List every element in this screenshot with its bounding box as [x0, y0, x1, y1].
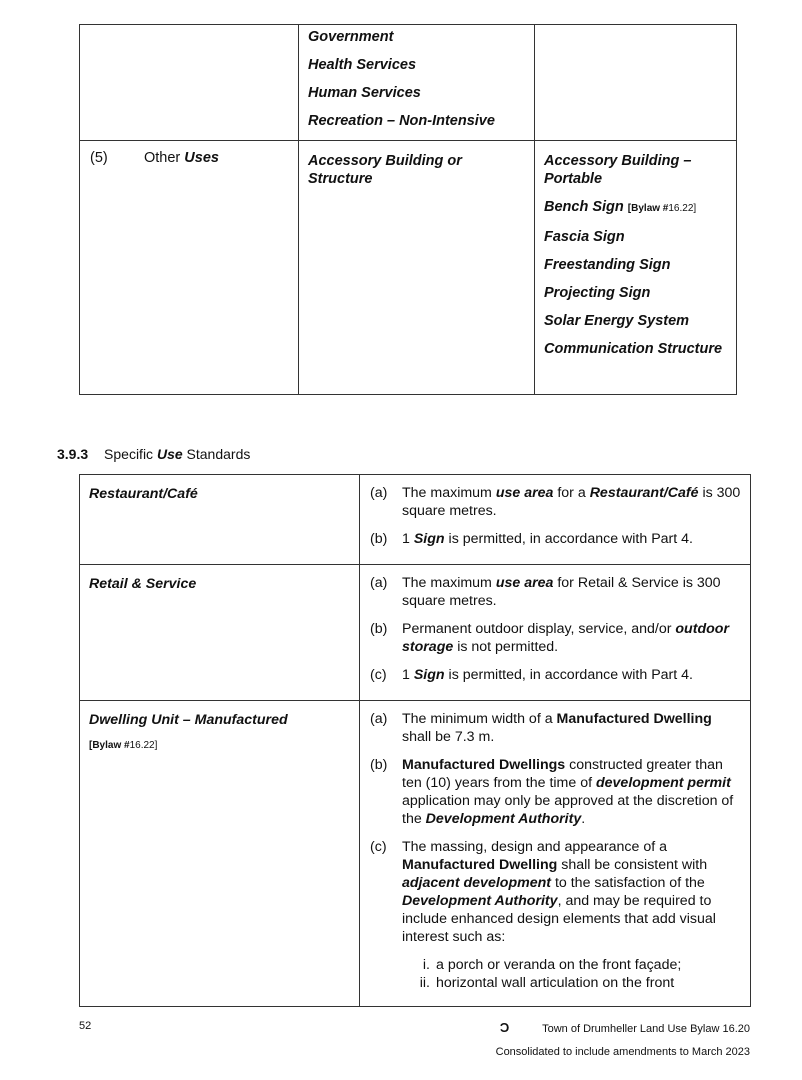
clause-part: use area [495, 485, 554, 501]
table-cell [80, 701, 360, 1007]
uses-table [79, 24, 737, 395]
table-cell [80, 475, 360, 565]
clause-text [402, 756, 742, 828]
sub-clause-text: horizontal wall articulation on the front [436, 975, 675, 991]
use-list [308, 28, 526, 130]
clause-part: Manufactured Dwelling [402, 857, 558, 873]
clause-label: (b) [370, 757, 388, 773]
section-number: 3.9.3 [57, 446, 89, 462]
section-title-prefix: Specific [104, 446, 154, 462]
table-cell [80, 141, 299, 395]
clause [370, 574, 742, 610]
clause-part: is permitted, in accordance with Part 4. [444, 531, 693, 547]
use-name: Dwelling Unit – Manufactured [89, 712, 288, 728]
clause-label: (b) [370, 621, 388, 637]
clause-part: The minimum width of a [402, 711, 557, 727]
clause-part: Manufactured Dwellings [402, 757, 566, 773]
footer-consolidated: Consolidated to include amendments to March 2023 [495, 1046, 750, 1058]
sub-clause-label: i. [422, 957, 430, 973]
list-item: Accessory Building or Structure [308, 153, 462, 187]
bylaw-note-number: 16.22] [129, 740, 158, 751]
list-item: Projecting Sign [544, 285, 651, 301]
row-label-prefix: Other [144, 150, 181, 166]
bylaw-note-number: 16.22] [668, 203, 697, 214]
list-item: Recreation – Non-Intensive [308, 113, 495, 129]
list-item: Freestanding Sign [544, 257, 671, 273]
clause-text [402, 620, 742, 656]
clause-text [402, 838, 742, 946]
footer-title-line [496, 1020, 750, 1046]
table-row [80, 475, 751, 565]
clause-part: The maximum [402, 575, 496, 591]
table-cell [360, 565, 751, 701]
table-cell [80, 25, 299, 141]
list-item: Human Services [308, 85, 421, 101]
clause-part: The maximum [402, 485, 496, 501]
table-cell [299, 141, 535, 395]
table-cell [535, 25, 737, 141]
clause-label: (a) [370, 575, 388, 591]
clause-part: to the satisfaction of the [551, 875, 705, 891]
bylaw-note-line [89, 735, 351, 755]
bench-sign: Bench Sign [544, 199, 624, 215]
use-name: Restaurant/Café [89, 486, 198, 502]
clause-text [402, 484, 742, 520]
table-row [80, 141, 737, 395]
clause-label: (a) [370, 485, 388, 501]
clause-part: is 300 square metres. [402, 485, 741, 519]
clause-label: (c) [370, 667, 387, 683]
clause-text [402, 530, 742, 548]
clause-part: outdoor storage [402, 621, 729, 655]
clause-text [402, 710, 742, 746]
town-logo-icon: Ͻ [499, 1020, 510, 1035]
sub-clause [388, 974, 742, 992]
standards-table [79, 474, 751, 1007]
clause-part: shall be consistent with [557, 857, 708, 873]
use-list [544, 152, 728, 358]
table-cell [360, 701, 751, 1007]
row-number: (5) [90, 150, 108, 166]
clause-part: The massing, design and appearance of a [402, 839, 668, 855]
clause [370, 620, 742, 656]
clause-label: (b) [370, 531, 388, 547]
clause-part: application may only be approved at the discretion of the [402, 793, 734, 827]
clause-part: 1 [402, 667, 414, 683]
table-cell [360, 475, 751, 565]
clause-part: use area [495, 575, 554, 591]
table-row [80, 25, 737, 141]
clause [370, 484, 742, 520]
clause [370, 838, 742, 946]
clause-part: Development Authority [425, 811, 582, 827]
list-item: Solar Energy System [544, 313, 690, 329]
section-heading [57, 446, 250, 462]
table-row [80, 701, 751, 1007]
row-label-bold: Uses [184, 150, 219, 166]
bylaw-note: [Bylaw # [89, 740, 130, 751]
table-cell [299, 25, 535, 141]
clause-part: shall be 7.3 m. [402, 729, 495, 745]
clause-part: Manufactured Dwelling [556, 711, 712, 727]
clause-label: (c) [370, 839, 387, 855]
table-cell [80, 565, 360, 701]
list-item: Communication Structure [544, 341, 723, 357]
clause-part: is not permitted. [453, 639, 559, 655]
clause-text [402, 666, 742, 684]
section-title-suffix: Standards [186, 446, 251, 462]
clause-part: . [581, 811, 586, 827]
list-item: Government [308, 29, 394, 45]
clause-part: for a [553, 485, 590, 501]
sub-clause [388, 956, 742, 974]
clause-text [402, 574, 742, 610]
clause-part: Sign [413, 531, 445, 547]
clause [370, 530, 742, 548]
list-item [544, 198, 728, 218]
clause-label: (a) [370, 711, 388, 727]
list-item: Fascia Sign [544, 229, 625, 245]
list-item: Accessory Building – Portable [544, 153, 692, 187]
use-name: Retail & Service [89, 576, 197, 592]
clause-part: adjacent development [402, 875, 552, 891]
sub-clause-text: a porch or veranda on the front façade; [436, 957, 682, 973]
bylaw-note: [Bylaw # [627, 203, 669, 214]
table-row [80, 565, 751, 701]
footer [496, 1020, 750, 1058]
clause-part: for Retail & Service is 300 square metres. [402, 575, 721, 609]
row-label [144, 150, 219, 166]
sub-clause-label: ii. [419, 975, 430, 991]
clause-part: is permitted, in accordance with Part 4. [444, 667, 693, 683]
footer-title: Town of Drumheller Land Use Bylaw 16.20 [542, 1023, 750, 1035]
clause-part: Sign [413, 667, 445, 683]
clause-part: development permit [595, 775, 731, 791]
clause-part: constructed greater than ten (10) years from the time of [402, 757, 723, 791]
page-number: 52 [79, 1020, 92, 1032]
clause [370, 710, 742, 746]
clause-part: , and may be required to include enhanced design elements that add visual interest such as: [402, 893, 716, 945]
clause-part: Restaurant/Café [589, 485, 699, 501]
clause [370, 756, 742, 828]
table-cell [535, 141, 737, 395]
clause-part: Permanent outdoor display, service, and/or [402, 621, 676, 637]
list-item: Health Services [308, 57, 417, 73]
clause-part: Development Authority [402, 893, 558, 909]
clause [370, 666, 742, 684]
section-title-bold: Use [156, 446, 183, 462]
clause-part: 1 [402, 531, 414, 547]
